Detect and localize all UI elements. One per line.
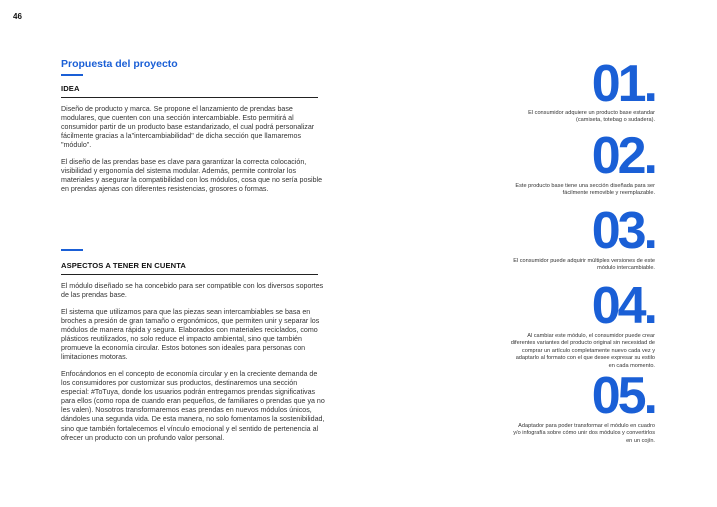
step-text-03: El consumidor puede adquirir múltiples versiones de este módulo intercambiable. [513, 258, 655, 272]
section-title-underline [61, 74, 83, 76]
aspects-rule [61, 274, 318, 275]
section-title: Propuesta del proyecto [61, 58, 178, 70]
aspects-paragraph-2: El sistema que utilizamos para que las piezas sean intercambiables se basa en broches a presión de gran tamaño o ergonómicos, que permiten unir y separar los módulos de manera rápida y segura. Elaborados con materiales reciclados, como plásticos reutilizados, no solo reduce el impacto ambiental, sino que también promueve la economía circular. Estos botones son ideales para personas con limitaciones motoras. [61, 308, 320, 362]
step-number-02: 02. [591, 127, 655, 185]
aspects-accent-line [61, 249, 83, 251]
step-text-04: Al cambiar este módulo, el consumidor puede crear diferentes variantes del producto original sin necesidad de comprar un artículo completamente nuevo cada vez y adaptarlo al formato con el que desee expresar su estilo en cada momento. [510, 333, 655, 369]
aspects-paragraph-3: Enfocándonos en el concepto de economía circular y en la creciente demanda de los consumidores por customizar sus productos, destinaremos una sección especial: #ToTuya, donde los usuarios podrán entregarnos prendas significativas para ellos (como ropa de cuando eran pequeños, de familiares o prendas que ya no les valen). Nosotros transformaremos esas prendas en nuevos módulos únicos, dándoles una segunda vida. De esta manera, no solo fomentamos la sostenibilidad, sino que también fortalecemos el vínculo emocional y el sentido de pertenencia al ofrecer un producto con un profundo valor personal. [61, 370, 325, 442]
aspects-paragraph-1: El módulo diseñado se ha concebido para ser compatible con los diversos soportes de las prendas base. [61, 282, 324, 300]
idea-paragraph-2: El diseño de las prendas base es clave para garantizar la correcta colocación, visibilidad y ergonomía del sistema modular. Además, permite controlar los materiales y asegurar la compatibilidad con los módulos, cosa que no sería posible en prendas ajenas con diferentes resistencias, grosores o formas. [61, 158, 323, 194]
idea-rule [61, 97, 318, 98]
step-text-01: El consumidor adquiere un producto base estandar (camiseta, totebag o sudadera). [528, 110, 655, 124]
step-number-01: 01. [591, 55, 655, 113]
step-text-05: Adaptador para poder transformar el módulo en cuadro y/o infografía sobre cómo unir dos módulos y convertirlos en un cojín. [513, 423, 655, 444]
step-number-05: 05. [591, 367, 655, 425]
idea-heading: IDEA [61, 84, 80, 93]
idea-paragraph-1: Diseño de producto y marca. Se propone el lanzamiento de prendas base modulares, que cuenten con una sección intercambiable. Esto permitirá al consumidor partir de un producto base estandarizado, el cual podrá personalizar fácilmente gracias a la"intercambiabilidad" de dicha sección que llamaremos "módulo". [61, 105, 315, 150]
step-number-04: 04. [591, 277, 655, 335]
page-number: 46 [13, 12, 22, 21]
aspects-heading: ASPECTOS A TENER EN CUENTA [61, 261, 186, 270]
step-number-03: 03. [591, 202, 655, 260]
step-text-02: Este producto base tiene una sección diseñada para ser fácilmente removible y reemplazable. [515, 183, 655, 197]
